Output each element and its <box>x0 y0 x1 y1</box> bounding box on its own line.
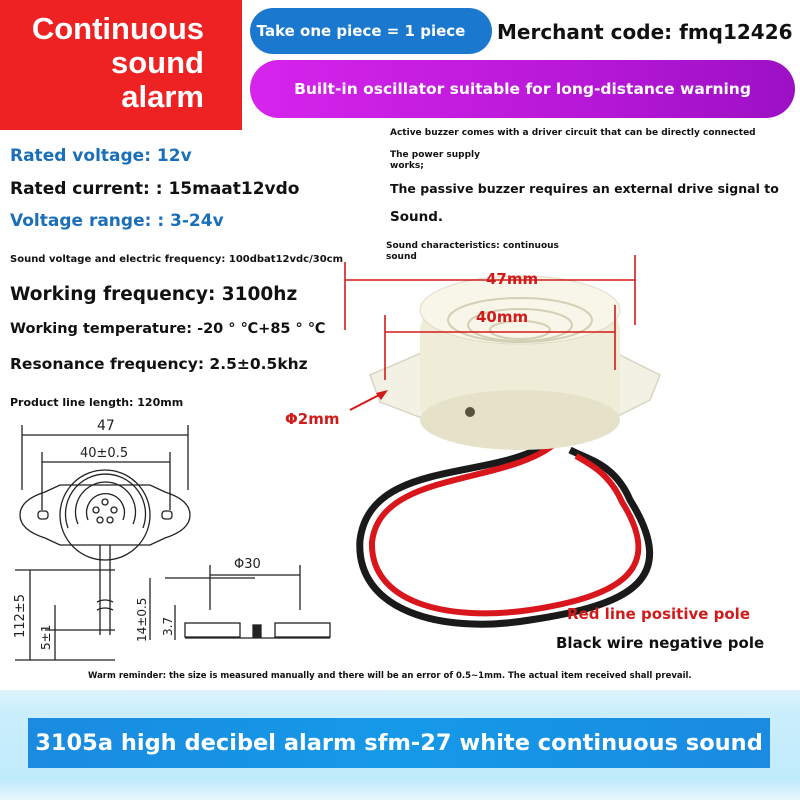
note-passive-2: Sound. <box>390 209 444 225</box>
quantity-pill: Take one piece = 1 piece <box>250 8 492 54</box>
spec-voltage-range: Voltage range: : 3-24v <box>10 211 224 231</box>
spec-sound-voltage: Sound voltage and electric frequency: 100dbat12vdc/30cm <box>10 254 344 265</box>
spec-resonance-frequency: Resonance frequency: 2.5±0.5khz <box>10 355 308 373</box>
spec-line-length: Product line length: 120mm <box>10 396 184 409</box>
dim-label-hole: Φ2mm <box>285 410 340 428</box>
dwg-pin-length: 5±1 <box>39 624 53 650</box>
mount-hole <box>465 407 475 417</box>
title-line-2: sound <box>111 45 204 80</box>
footer-banner: 3105a high decibel alarm sfm-27 white continuous sound <box>28 718 770 768</box>
dim-label-40: 40mm <box>476 308 529 326</box>
note-sound-char-2: sound <box>386 252 417 262</box>
note-passive-1: The passive buzzer requires an external drive signal to <box>390 181 779 196</box>
note-active-3: works; <box>390 161 424 171</box>
title-block <box>0 0 242 130</box>
title-line-3: alarm <box>121 79 204 114</box>
note-sound-char-1: Sound characteristics: continuous <box>386 241 559 251</box>
dwg-total-height: 112±5 <box>13 594 28 638</box>
dim-label-47: 47mm <box>486 270 539 288</box>
dwg-diameter: Φ30 <box>234 557 261 572</box>
spec-working-frequency: Working frequency: 3100hz <box>10 284 298 305</box>
dwg-top-width: 47 <box>97 418 115 434</box>
spec-rated-current: Rated current: : 15maat12vdo <box>10 179 300 199</box>
note-active-1: Active buzzer comes with a driver circuit that can be directly connected <box>390 128 756 138</box>
warm-reminder: Warm reminder: the size is measured manually and there will be an error of 0.5~1mm. The actual item received shall prevail. <box>88 671 692 681</box>
dwg-flange-height: 3.7 <box>161 616 175 636</box>
spec-rated-voltage: Rated voltage: 12v <box>10 146 192 166</box>
technical-drawing <box>0 410 350 670</box>
product-photo <box>330 250 800 660</box>
dwg-body-height: 14±0.5 <box>135 597 149 642</box>
spec-working-temperature: Working temperature: -20 ° ℃+85 ° ℃ <box>10 321 326 337</box>
oscillator-pill: Built-in oscillator suitable for long-distance warning <box>250 60 795 118</box>
note-active-2: The power supply <box>390 150 480 160</box>
merchant-code: Merchant code: fmq12426 <box>497 20 793 44</box>
buzzer-base <box>420 390 620 450</box>
dwg-inner-width: 40±0.5 <box>80 446 129 461</box>
title-line-1: Continuous <box>31 11 204 46</box>
red-wire <box>372 446 638 613</box>
label-black-wire: Black wire negative pole <box>556 634 765 652</box>
label-red-wire: Red line positive pole <box>567 605 750 623</box>
